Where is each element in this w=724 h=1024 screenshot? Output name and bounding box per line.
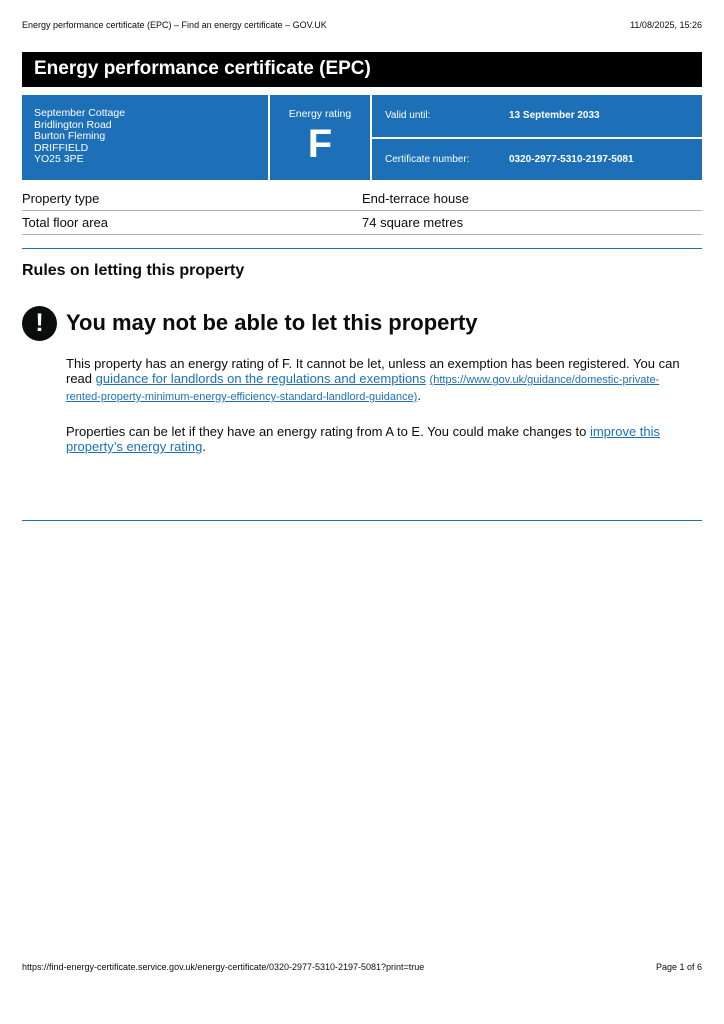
valid-until-label: Valid until: xyxy=(385,110,431,122)
warning-paragraph-1 xyxy=(66,356,686,405)
address-line: September Cottage xyxy=(34,107,126,119)
energy-rating-value: F xyxy=(307,122,333,166)
valid-until-value: 13 September 2033 xyxy=(509,110,600,122)
address-line: YO25 3PE xyxy=(34,153,84,165)
epc-summary-box xyxy=(22,95,702,180)
paragraph-end: . xyxy=(417,388,421,403)
certificate-number-label: Certificate number: xyxy=(385,153,470,165)
energy-rating-label: Energy rating xyxy=(288,108,352,120)
address-line: Bridlington Road xyxy=(34,118,112,131)
summary-key: Property type xyxy=(22,191,100,206)
warning-body xyxy=(66,356,686,473)
property-summary-list xyxy=(22,187,702,235)
landlord-guidance-link[interactable]: guidance for landlords on the regulations and exemptions xyxy=(95,371,426,386)
summary-row-floor-area xyxy=(22,211,702,235)
landlord-guidance-url[interactable]: (https://www.gov.uk/guidance/domestic-private-rented-property-minimum-energy-efficiency-standard-landlord-guidance) xyxy=(66,374,660,403)
warning-icon: ! xyxy=(22,306,57,341)
page-title: Energy performance certificate (EPC) xyxy=(22,52,702,87)
paragraph-text: This property has an energy rating of F. It cannot be let, unless an exemption has been registered. You can read xyxy=(66,356,680,386)
print-header-datetime: 11/08/2025, 15:26 xyxy=(630,20,702,30)
address-line: Burton Fleming xyxy=(34,130,106,142)
improve-rating-link[interactable]: improve this property’s energy rating xyxy=(66,424,661,454)
certificate-number-row xyxy=(372,139,702,181)
section-divider xyxy=(22,248,702,249)
property-address xyxy=(22,95,268,180)
valid-until-row xyxy=(372,95,702,137)
print-header xyxy=(22,20,702,30)
section-divider xyxy=(22,520,702,521)
summary-value: End-terrace house xyxy=(362,191,469,206)
certificate-details xyxy=(372,95,702,180)
paragraph-end: . xyxy=(202,439,206,454)
print-footer-page: Page 1 of 6 xyxy=(655,962,702,972)
certificate-number-value: 0320-2977-5310-2197-5081 xyxy=(509,153,634,165)
address-line: DRIFFIELD xyxy=(34,141,89,154)
print-header-title: Energy performance certificate (EPC) – Find an energy certificate – GOV.UK xyxy=(22,20,327,30)
paragraph-text: Properties can be let if they have an energy rating from A to E. You could make changes to xyxy=(66,424,590,439)
summary-row-property-type xyxy=(22,187,702,211)
warning-title: You may not be able to let this property xyxy=(66,310,478,335)
summary-value: 74 square metres xyxy=(362,215,464,230)
rules-heading: Rules on letting this property xyxy=(22,262,245,279)
summary-key: Total floor area xyxy=(22,215,108,230)
warning-paragraph-2 xyxy=(66,424,686,454)
print-footer xyxy=(22,962,702,972)
print-footer-url: https://find-energy-certificate.service.gov.uk/energy-certificate/0320-2977-5310-2197-5081?print=true xyxy=(22,962,425,972)
energy-rating-panel xyxy=(270,95,370,180)
